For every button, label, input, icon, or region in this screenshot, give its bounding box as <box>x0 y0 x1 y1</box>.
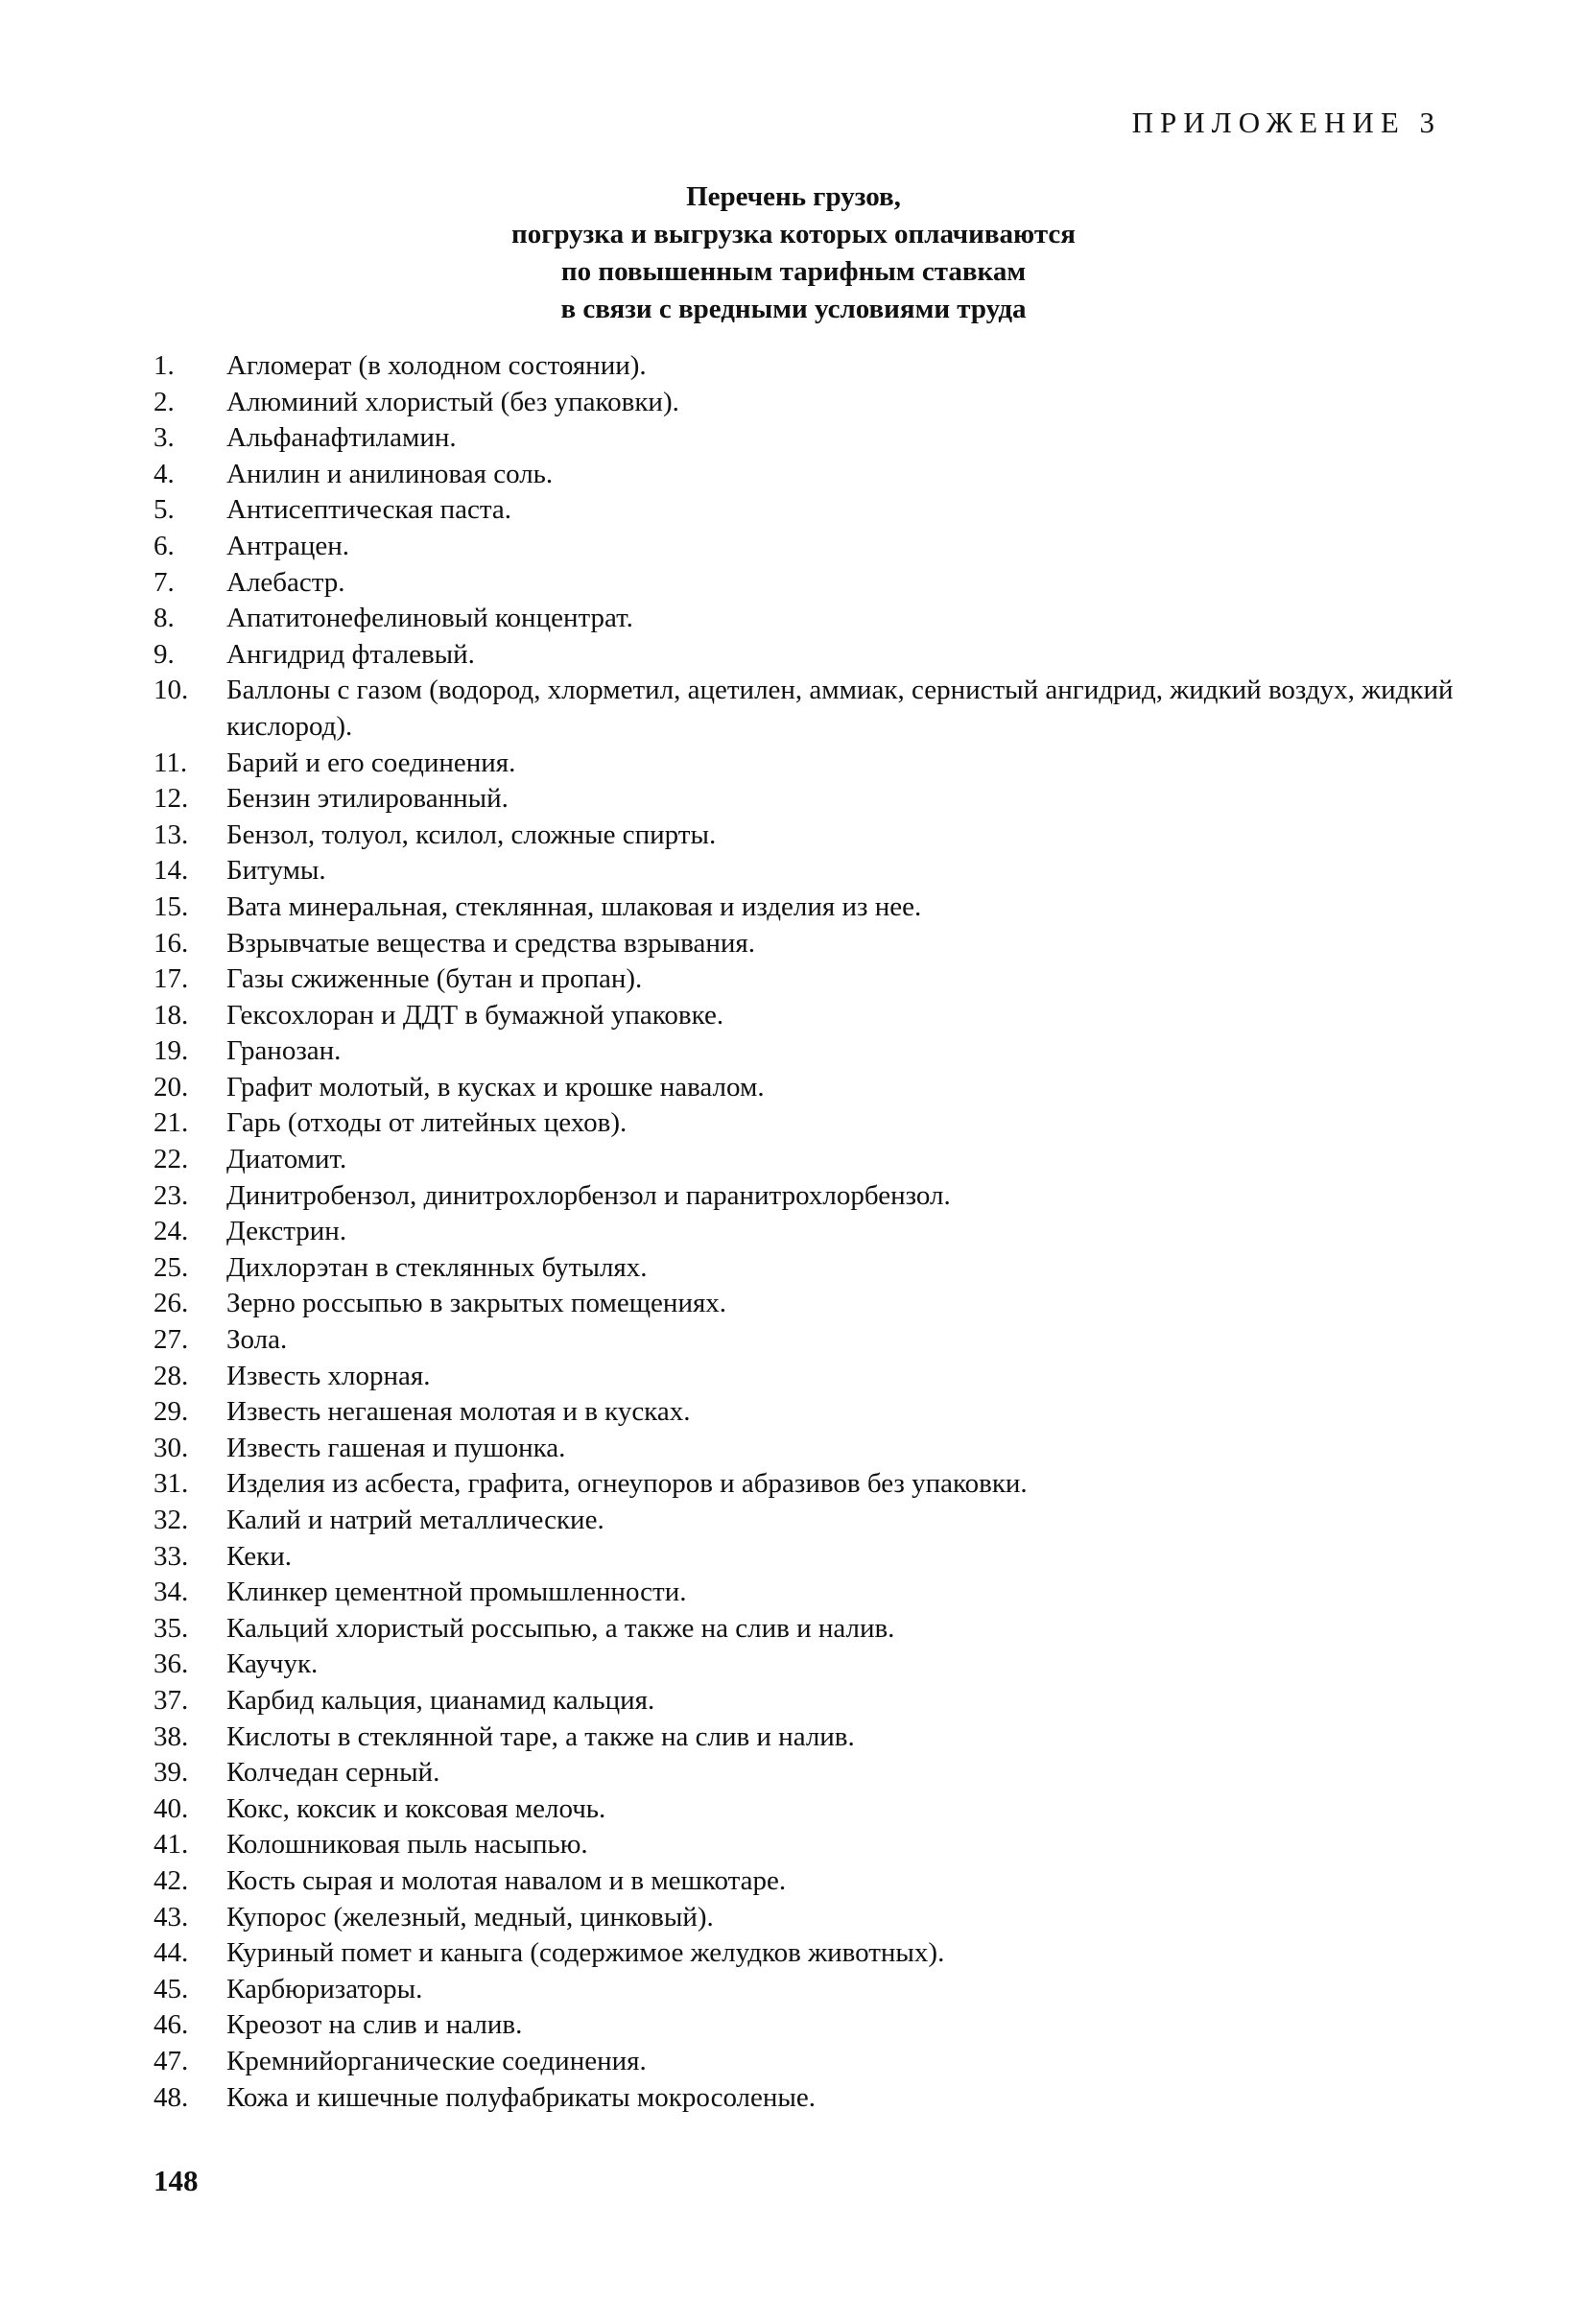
item-text: Кожа и кишечные полуфабрикаты мокросоленые. <box>226 2081 817 2113</box>
list-item <box>154 998 1458 1034</box>
list-item <box>154 1466 1458 1503</box>
item-text: Известь гашеная и пушонка. <box>226 1432 566 1463</box>
list-item <box>154 348 1458 385</box>
item-text: Альфанафтиламин. <box>226 422 457 454</box>
item-number: 4. <box>154 458 175 489</box>
list-item <box>154 1214 1458 1250</box>
item-text: Апатитонефелиновый концентрат. <box>226 603 633 634</box>
item-number: 22. <box>154 1144 189 1175</box>
item-number: 12. <box>154 783 189 815</box>
list-item <box>154 1863 1458 1900</box>
item-number: 18. <box>154 999 189 1031</box>
list-item <box>154 1178 1458 1215</box>
item-text: Креозот на слив и налив. <box>226 2009 523 2041</box>
item-number: 43. <box>154 1901 189 1933</box>
item-text: Графит молотый, в кусках и крошке навалом. <box>226 1071 765 1103</box>
list-item <box>154 889 1458 926</box>
item-text: Взрывчатые вещества и средства взрывания. <box>226 927 755 959</box>
item-text: Анилин и анилиновая соль. <box>226 458 554 489</box>
item-text: Купорос (железный, медный, цинковый). <box>226 1901 714 1933</box>
list-item <box>154 781 1458 818</box>
item-number: 44. <box>154 1937 189 1969</box>
item-text: Колчедан серный. <box>226 1757 440 1789</box>
list-item <box>154 1503 1458 1539</box>
list-item <box>154 1359 1458 1395</box>
list-item <box>154 1972 1458 2008</box>
item-number: 35. <box>154 1612 189 1644</box>
item-number: 36. <box>154 1648 189 1680</box>
list-item <box>154 1539 1458 1576</box>
item-number: 26. <box>154 1288 189 1319</box>
item-text: Кремнийорганические соединения. <box>226 2045 647 2076</box>
list-item <box>154 385 1458 421</box>
item-number: 40. <box>154 1792 189 1824</box>
list-item <box>154 1575 1458 1611</box>
title-line: Перечень грузов, <box>686 181 901 212</box>
item-number: 2. <box>154 386 175 417</box>
list-item <box>154 746 1458 782</box>
list-item <box>154 1827 1458 1863</box>
item-number: 14. <box>154 855 189 887</box>
item-text: Бензин этилированный. <box>226 783 509 815</box>
item-number: 46. <box>154 2009 189 2041</box>
list-item <box>154 1935 1458 1972</box>
item-text: Дихлорэтан в стеклянных бутылях. <box>226 1251 648 1283</box>
list-item <box>154 1286 1458 1322</box>
item-text: Карбюризаторы. <box>226 1973 423 2004</box>
item-text: Изделия из асбеста, графита, огнеупоров и абразивов без упаковки. <box>226 1468 1028 1500</box>
item-number: 16. <box>154 927 189 959</box>
item-text: Кеки. <box>226 1540 292 1572</box>
item-text: Кость сырая и молотая навалом и в мешкотаре. <box>226 1864 787 1896</box>
list-item <box>154 1431 1458 1467</box>
list-item <box>154 1719 1458 1756</box>
item-number: 10. <box>154 675 189 706</box>
list-item <box>154 2007 1458 2044</box>
item-text: Барий и его соединения. <box>226 747 516 778</box>
item-number: 39. <box>154 1757 189 1789</box>
list-item <box>154 673 1458 745</box>
list-item <box>154 1250 1458 1287</box>
item-text: Диатомит. <box>226 1144 347 1175</box>
item-number: 17. <box>154 963 189 995</box>
item-number: 25. <box>154 1251 189 1283</box>
list-item <box>154 1033 1458 1070</box>
list-item <box>154 457 1458 493</box>
item-number: 48. <box>154 2081 189 2113</box>
item-number: 15. <box>154 890 189 922</box>
item-number: 41. <box>154 1829 189 1861</box>
item-text: Кокс, коксик и коксовая мелочь. <box>226 1792 606 1824</box>
item-text: Известь негашеная молотая и в кусках. <box>226 1396 691 1428</box>
item-number: 5. <box>154 494 175 526</box>
item-text: Алебастр. <box>226 566 345 598</box>
list-item <box>154 420 1458 457</box>
list-item <box>154 1611 1458 1648</box>
item-number: 34. <box>154 1577 189 1608</box>
item-text: Известь хлорная. <box>226 1360 431 1391</box>
list-item <box>154 2044 1458 2080</box>
item-number: 37. <box>154 1684 189 1716</box>
list-item <box>154 1394 1458 1431</box>
item-number: 42. <box>154 1864 189 1896</box>
page-number: 148 <box>154 2164 199 2197</box>
item-text: Баллоны с газом (водород, хлорметил, ацетилен, аммиак, сернистый ангидрид, жидкий воздух, жидкий кислород). <box>226 675 1454 742</box>
item-number: 28. <box>154 1360 189 1391</box>
title-line: в связи с вредными условиями труда <box>560 294 1027 324</box>
document-title <box>0 178 1587 328</box>
item-number: 8. <box>154 603 175 634</box>
item-number: 30. <box>154 1432 189 1463</box>
item-number: 24. <box>154 1216 189 1247</box>
item-text: Битумы. <box>226 855 326 887</box>
item-text: Газы сжиженные (бутан и пропан). <box>226 963 643 995</box>
item-text: Калий и натрий металлические. <box>226 1505 604 1535</box>
list-item <box>154 1755 1458 1791</box>
item-number: 3. <box>154 422 175 454</box>
list-item <box>154 1791 1458 1828</box>
item-text: Вата минеральная, стеклянная, шлаковая и изделия из нее. <box>226 890 922 922</box>
item-text: Куриный помет и каныга (содержимое желудков животных). <box>226 1937 945 1969</box>
list-item <box>154 1900 1458 1936</box>
item-text: Зерно россыпью в закрытых помещениях. <box>226 1288 727 1319</box>
item-number: 23. <box>154 1179 189 1211</box>
list-item <box>154 637 1458 674</box>
item-number: 27. <box>154 1324 189 1356</box>
list-item <box>154 1683 1458 1719</box>
item-text: Гарь (отходы от литейных цехов). <box>226 1107 628 1139</box>
list-item <box>154 1105 1458 1142</box>
list-item <box>154 926 1458 962</box>
list-item <box>154 492 1458 529</box>
list-item <box>154 961 1458 998</box>
item-number: 20. <box>154 1071 189 1103</box>
item-text: Антисептическая паста. <box>226 494 512 526</box>
item-text: Антрацен. <box>226 530 350 561</box>
item-number: 29. <box>154 1396 189 1428</box>
cargo-list <box>154 348 1458 2116</box>
item-text: Колошниковая пыль насыпью. <box>226 1829 588 1861</box>
item-number: 6. <box>154 530 175 561</box>
item-text: Кислоты в стеклянной таре, а также на слив и налив. <box>226 1720 855 1752</box>
appendix-heading: ПРИЛОЖЕНИЕ 3 <box>1131 106 1441 139</box>
list-item <box>154 853 1458 889</box>
list-item <box>154 1070 1458 1106</box>
list-item <box>154 529 1458 565</box>
item-text: Гранозан. <box>226 1035 342 1067</box>
item-text: Алюминий хлористый (без упаковки). <box>226 386 679 417</box>
item-number: 45. <box>154 1973 189 2004</box>
item-number: 21. <box>154 1107 189 1139</box>
item-text: Декстрин. <box>226 1216 347 1247</box>
list-item <box>154 565 1458 602</box>
item-text: Ангидрид фталевый. <box>226 638 475 670</box>
item-number: 13. <box>154 818 189 850</box>
title-line: погрузка и выгрузка которых оплачиваются <box>511 219 1076 249</box>
item-text: Динитробензол, динитрохлорбензол и паранитрохлорбензол. <box>226 1179 951 1211</box>
item-number: 33. <box>154 1540 189 1572</box>
list-item <box>154 2080 1458 2117</box>
item-number: 31. <box>154 1468 189 1500</box>
item-number: 9. <box>154 638 175 670</box>
item-number: 19. <box>154 1035 189 1067</box>
item-number: 47. <box>154 2045 189 2076</box>
item-number: 38. <box>154 1720 189 1752</box>
item-text: Агломерат (в холодном состоянии). <box>226 350 647 381</box>
item-text: Гексохлоран и ДДТ в бумажной упаковке. <box>226 999 724 1031</box>
item-text: Кальций хлористый россыпью, а также на слив и налив. <box>226 1612 895 1644</box>
item-number: 11. <box>154 747 188 778</box>
item-number: 7. <box>154 566 175 598</box>
title-line: по повышенным тарифным ставкам <box>560 256 1027 287</box>
item-text: Бензол, толуол, ксилол, сложные спирты. <box>226 818 717 850</box>
item-number: 1. <box>154 350 175 381</box>
list-item <box>154 601 1458 637</box>
item-text: Зола. <box>226 1324 288 1356</box>
item-number: 32. <box>154 1505 189 1535</box>
list-item <box>154 1142 1458 1178</box>
item-text: Каучук. <box>226 1648 319 1680</box>
list-item <box>154 1647 1458 1683</box>
list-item <box>154 1322 1458 1359</box>
item-text: Клинкер цементной промышленности. <box>226 1577 687 1608</box>
list-item <box>154 818 1458 854</box>
item-text: Карбид кальция, цианамид кальция. <box>226 1684 655 1716</box>
